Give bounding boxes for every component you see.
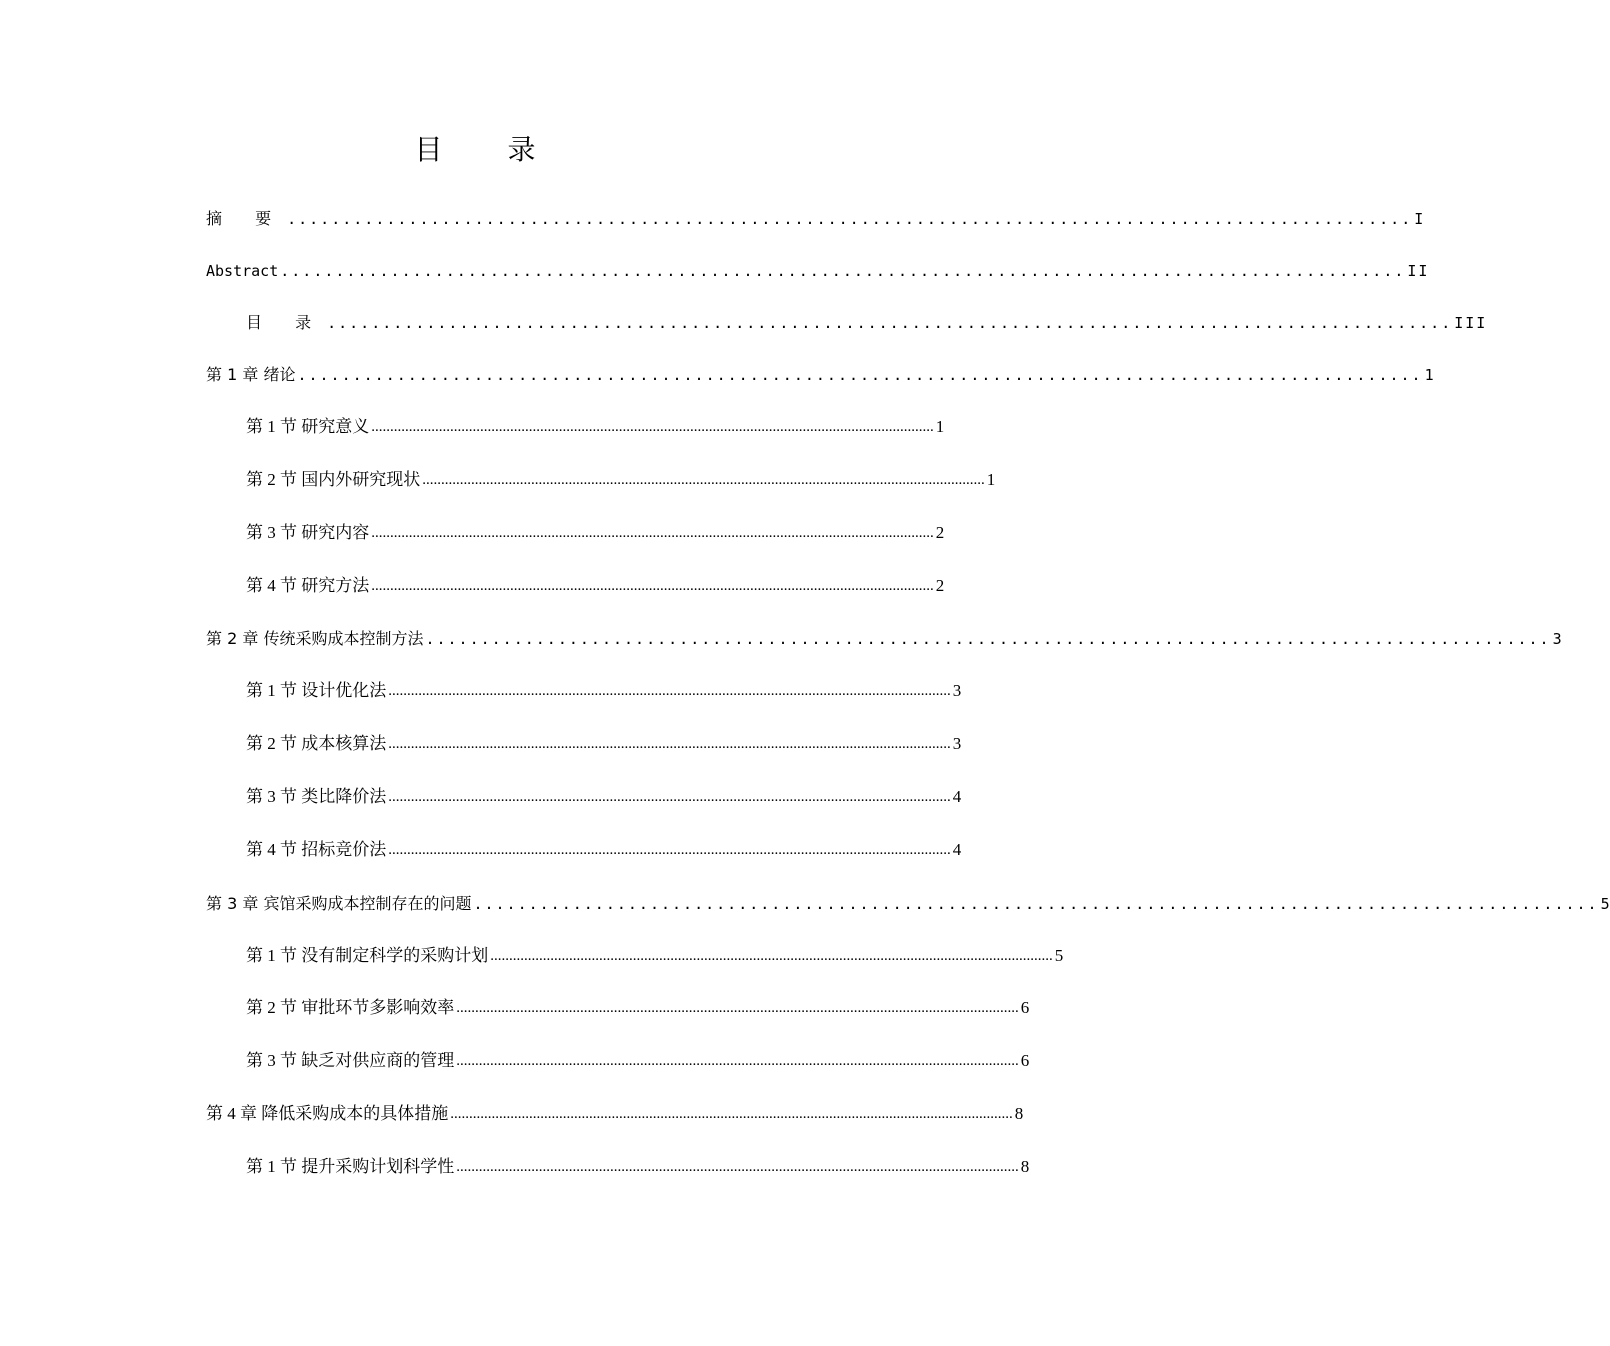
toc-entry-section-3-2[interactable]: [246, 990, 1030, 1020]
toc-entry-section-3-3[interactable]: [246, 1043, 1030, 1073]
toc-entry-label: 第 3 节 研究内容: [246, 523, 370, 542]
toc-entry-label: 摘 要: [206, 209, 286, 228]
toc-entry-page: 8: [1020, 1157, 1030, 1176]
toc-leader-dots: ......................................................................................................: [425, 630, 1551, 648]
toc-entry-chapter-1[interactable]: [206, 357, 1434, 387]
toc-entry-chapter-3[interactable]: [206, 886, 1610, 916]
toc-leader-dots: ......................................................................................................................................................: [456, 1159, 1019, 1175]
toc-leader-dots: ......................................................................................................................................................: [388, 736, 951, 752]
toc-entry-page: 6: [1020, 1051, 1030, 1070]
toc-entry-page: 3: [952, 734, 962, 753]
toc-entry-label: 第 3 节 缺乏对供应商的管理: [246, 1051, 455, 1070]
toc-entry-abstract-cn[interactable]: [206, 201, 1424, 231]
toc-leader-dots: ......................................................................................................................................................: [456, 1000, 1019, 1016]
toc-leader-dots: ......................................................................................................................................................: [422, 472, 985, 488]
toc-entry-label: 第 4 节 招标竞价法: [246, 840, 387, 859]
toc-leader-dots: ......................................................................................................: [473, 895, 1599, 913]
toc-leader-dots: ......................................................................................................................................................: [388, 683, 951, 699]
toc-entry-chapter-4[interactable]: [206, 1096, 1024, 1126]
toc-entry-section-2-3[interactable]: [246, 779, 962, 809]
toc-entry-page: 1: [1424, 366, 1434, 384]
toc-entry-page: 2: [935, 523, 945, 542]
toc-entry-label: 第 2 章 传统采购成本控制方法: [206, 629, 424, 648]
toc-entry-contents[interactable]: [246, 305, 1488, 335]
toc-entry-label: 第 2 节 国内外研究现状: [246, 470, 421, 489]
toc-leader-dots: ......................................................................................................................................................: [371, 525, 934, 541]
toc-entry-section-4-1[interactable]: [246, 1149, 1030, 1179]
toc-entry-section-2-2[interactable]: [246, 726, 962, 756]
page-title: 目 录: [414, 133, 564, 166]
toc-entry-page: 1: [935, 417, 945, 436]
toc-entry-page: II: [1407, 262, 1430, 280]
toc-entry-label: 第 1 节 设计优化法: [246, 681, 387, 700]
toc-entry-section-2-4[interactable]: [246, 832, 962, 862]
toc-entry-section-2-1[interactable]: [246, 673, 962, 703]
toc-entry-chapter-2[interactable]: [206, 621, 1562, 651]
toc-entry-page: 3: [1552, 630, 1562, 648]
toc-entry-section-1-4[interactable]: [246, 568, 945, 598]
toc-leader-dots: ......................................................................................................................................................: [388, 789, 951, 805]
toc-leader-dots: ......................................................................................................................................................: [371, 419, 934, 435]
toc-entry-page: 5: [1054, 946, 1064, 965]
toc-leader-dots: ......................................................................................................................................................: [490, 948, 1053, 964]
toc-entry-label: 第 3 章 宾馆采购成本控制存在的问题: [206, 894, 472, 913]
toc-entry-section-3-1[interactable]: [246, 938, 1064, 968]
toc-entry-page: III: [1454, 314, 1488, 332]
toc-entry-page: 4: [952, 787, 962, 806]
toc-entry-label: 第 1 节 提升采购计划科学性: [246, 1157, 455, 1176]
toc-entry-section-1-2[interactable]: [246, 462, 996, 492]
toc-leader-dots: ......................................................................................................: [327, 314, 1453, 332]
toc-entry-page: I: [1414, 210, 1424, 228]
toc-entry-page: 6: [1020, 998, 1030, 1017]
toc-entry-section-1-3[interactable]: [246, 515, 945, 545]
toc-entry-page: 1: [986, 470, 996, 489]
toc-entry-page: 8: [1014, 1104, 1024, 1123]
toc-entry-page: 3: [952, 681, 962, 700]
toc-leader-dots: ......................................................................................................................................................: [388, 842, 951, 858]
toc-entry-label: 第 4 章 降低采购成本的具体措施: [206, 1104, 449, 1123]
toc-entry-label: 第 1 节 研究意义: [246, 417, 370, 436]
toc-leader-dots: ......................................................................................................................................................: [450, 1106, 1013, 1122]
toc-entry-label: 第 1 章 绪论: [206, 365, 296, 384]
toc-leader-dots: ......................................................................................................: [280, 262, 1406, 280]
toc-leader-dots: ......................................................................................................: [287, 210, 1413, 228]
toc-entry-label: 第 4 节 研究方法: [246, 576, 370, 595]
toc-entry-label: 第 2 节 成本核算法: [246, 734, 387, 753]
toc-entry-section-1-1[interactable]: [246, 409, 945, 439]
toc-leader-dots: ......................................................................................................................................................: [371, 578, 934, 594]
toc-entry-page: 2: [935, 576, 945, 595]
toc-entry-page: 4: [952, 840, 962, 859]
toc-leader-dots: ......................................................................................................: [297, 366, 1423, 384]
toc-entry-label: 第 1 节 没有制定科学的采购计划: [246, 946, 489, 965]
toc-entry-label: 第 3 节 类比降价法: [246, 787, 387, 806]
toc-leader-dots: ......................................................................................................................................................: [456, 1053, 1019, 1069]
toc-entry-label: 第 2 节 审批环节多影响效率: [246, 998, 455, 1017]
toc-entry-abstract-en[interactable]: [206, 253, 1430, 283]
toc-entry-page: 5: [1600, 895, 1610, 913]
toc-entry-label: 目 录: [246, 313, 326, 332]
toc-entry-label: Abstract: [206, 262, 279, 280]
